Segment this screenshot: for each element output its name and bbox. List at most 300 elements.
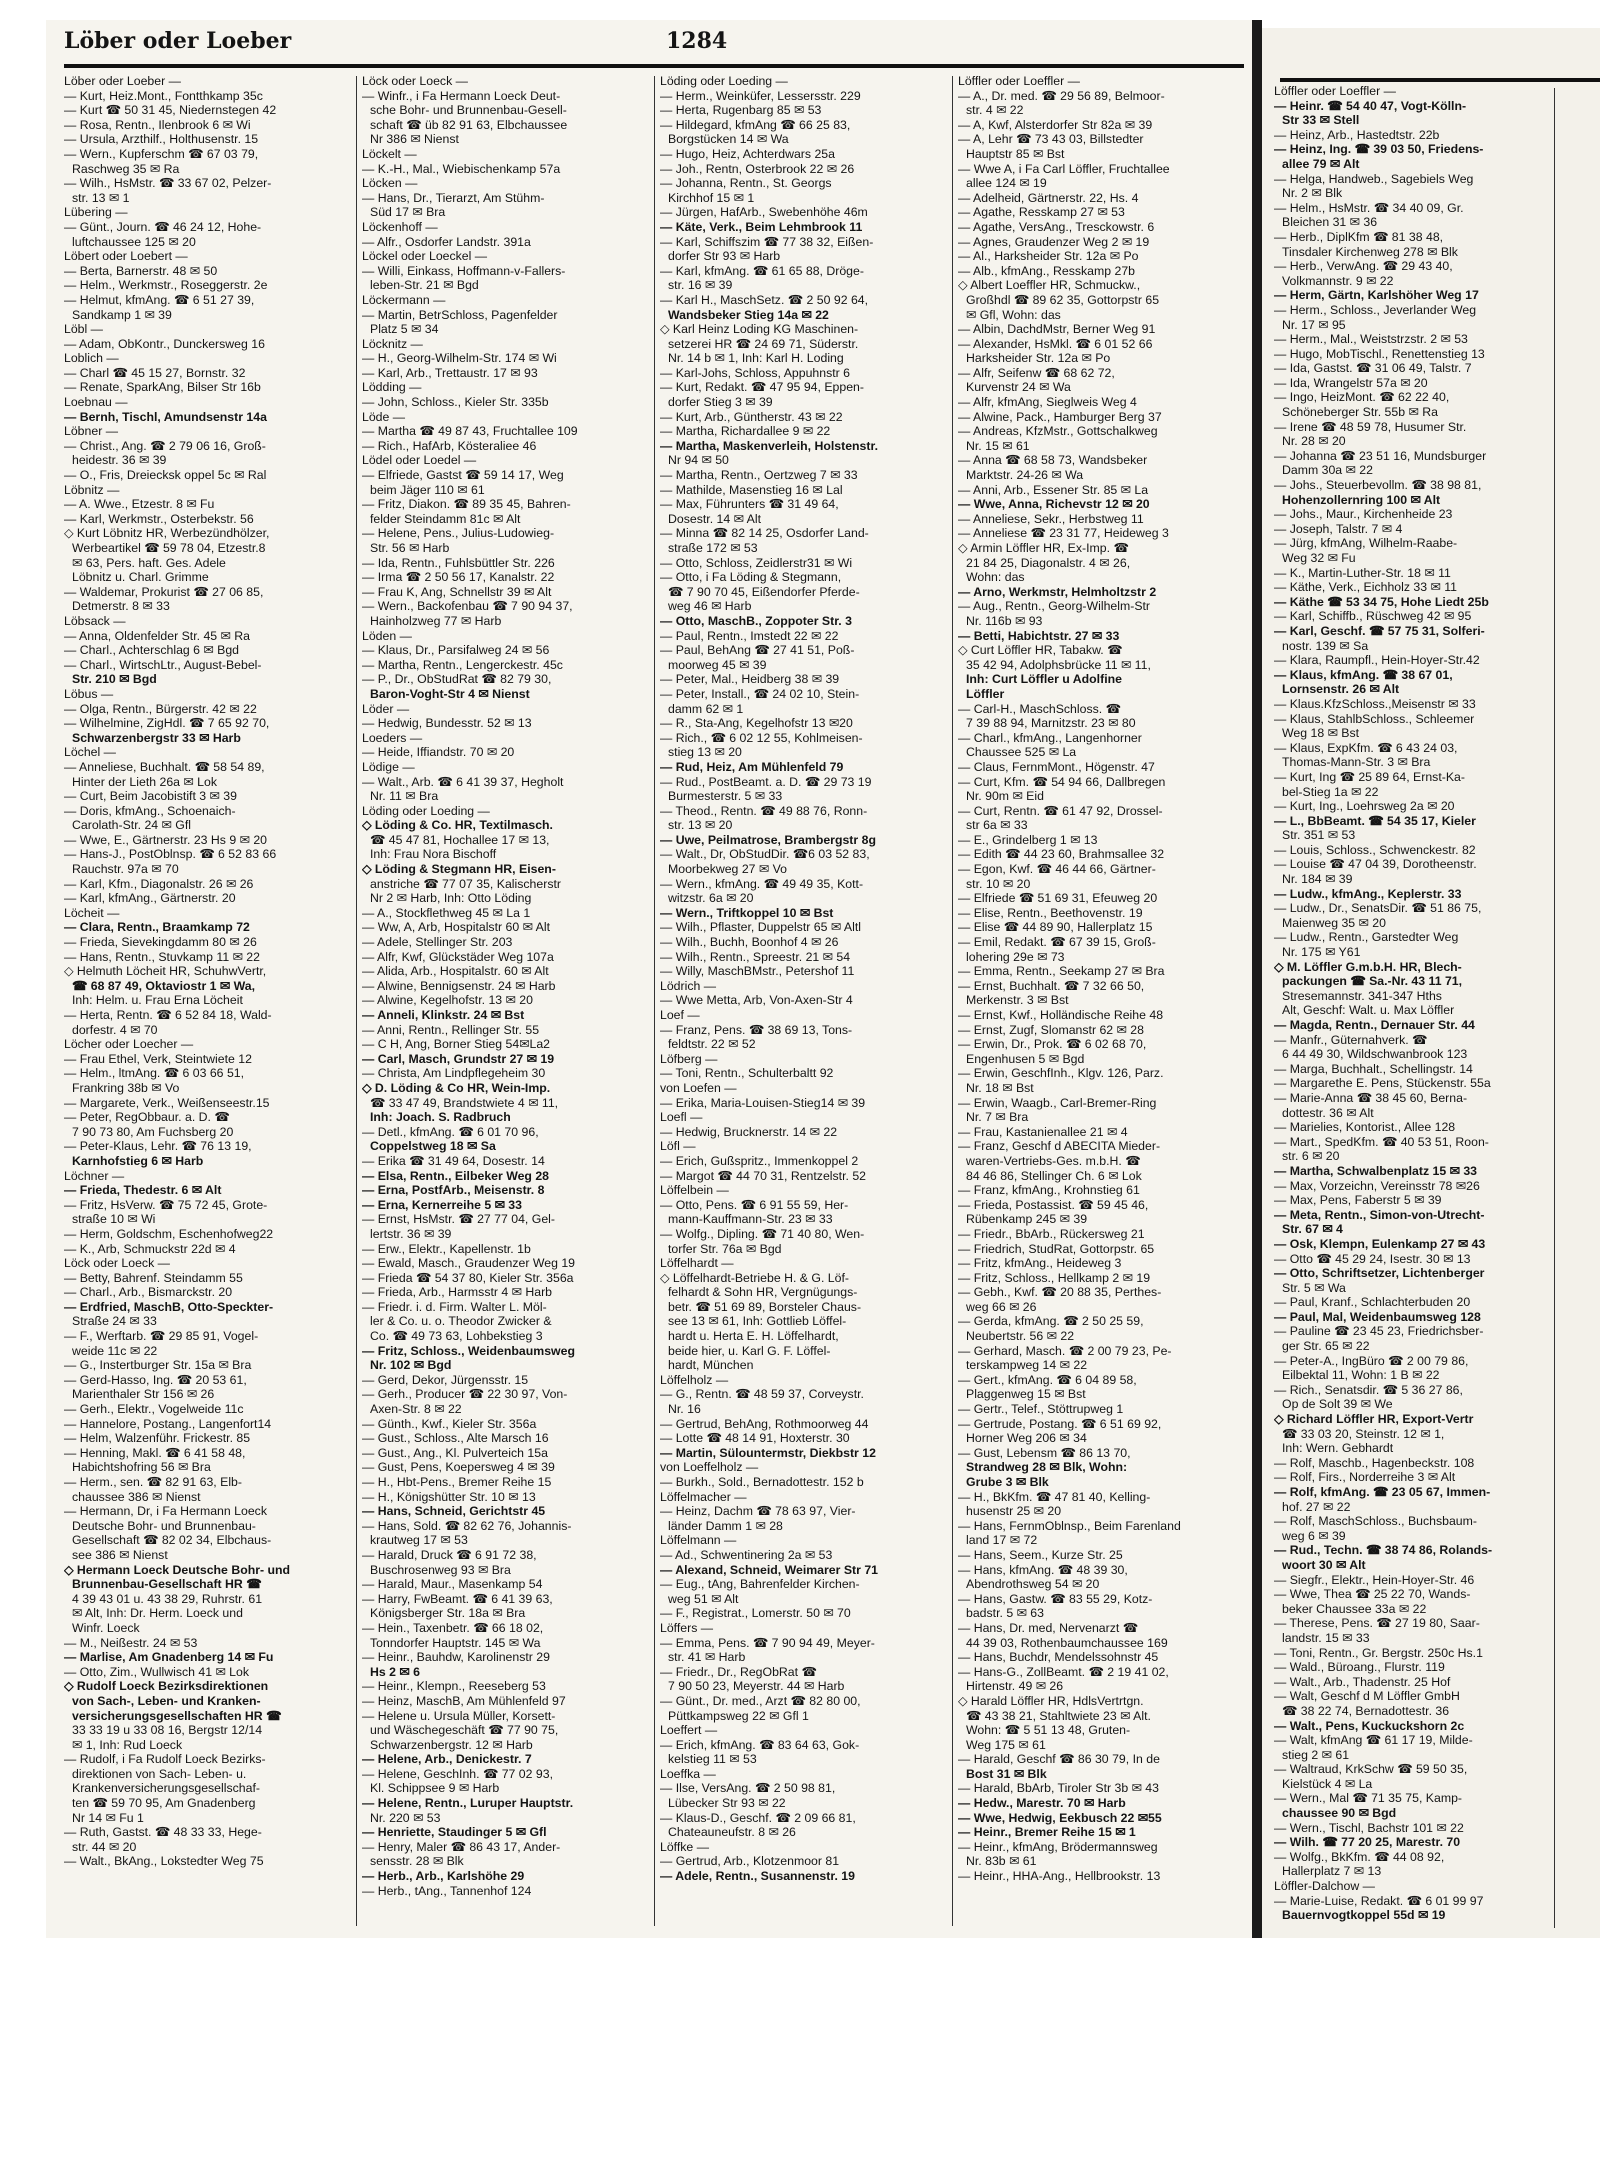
- entry-continuation-line: dorfestr. 4 ✉ 70: [72, 1022, 158, 1037]
- entry-continuation-line: ☎ 33 03 20, Steinstr. 12 ✉ 1,: [1282, 1426, 1445, 1441]
- directory-entry-line: ◇ M. Löffler G.m.b.H. HR, Blech-: [1274, 959, 1462, 974]
- directory-entry-line: — Hans, Dr. med, Nervenarzt ☎: [958, 1620, 1139, 1635]
- directory-entry-line: — Charl ☎ 45 15 27, Bornstr. 32: [64, 365, 246, 380]
- directory-entry-line: — Käthe ☎ 53 34 75, Hohe Liedt 25b: [1274, 594, 1489, 609]
- entry-continuation-line: Nr. 102 ✉ Bgd: [370, 1358, 452, 1373]
- entry-continuation-line: Dosestr. 14 ✉ Alt: [668, 511, 762, 526]
- directory-entry-line: — Hans, Schneid, Gerichtstr 45: [362, 1504, 546, 1519]
- entry-continuation-line: Winfr. Loeck: [72, 1620, 140, 1635]
- directory-entry-line: — Walt., Dr, ObStudDir. ☎6 03 52 83,: [660, 847, 870, 862]
- entry-continuation-line: länder Damm 1 ✉ 28: [668, 1518, 783, 1533]
- directory-entry-line: — Alfr, kfmAng, Sieglweis Weg 4: [958, 395, 1137, 410]
- next-page-partial: [1262, 28, 1600, 1938]
- directory-entry-line: — Edith ☎ 44 23 60, Brahmsallee 32: [958, 847, 1165, 862]
- directory-entry-line: — Hans, Rentn., Stuvkamp 11 ✉ 22: [64, 949, 260, 964]
- directory-entry-line: — Karl, Arb., Trettaustr. 17 ✉ 93: [362, 365, 538, 380]
- directory-entry-line: — Heinz, Ing. ☎ 39 03 50, Friedens-: [1274, 142, 1484, 157]
- directory-entry-line: Löfberg —: [660, 1051, 718, 1066]
- directory-entry-line: — Paul, Mal, Weidenbaumsweg 128: [1274, 1309, 1481, 1324]
- entry-continuation-line: Abendrothsweg 54 ✉ 20: [966, 1577, 1100, 1592]
- directory-entry-line: — Curt, Kfm. ☎ 54 94 66, Dallbregen: [958, 774, 1166, 789]
- directory-entry-line: Lödel oder Loedel —: [362, 453, 477, 468]
- directory-entry-line: — K.-H., Mal., Wiebischenkamp 57a: [362, 161, 561, 176]
- directory-entry-line: — Heinr. ☎ 54 40 47, Vogt-Kölln-: [1274, 98, 1467, 113]
- entry-continuation-line: Volkmannstr. 9 ✉ 22: [1282, 273, 1394, 288]
- directory-entry-line: — A, Lehr ☎ 73 43 03, Billstedter: [958, 132, 1144, 147]
- directory-entry-line: Löffke —: [660, 1839, 709, 1854]
- entry-continuation-line: 35 42 94, Adolphsbrücke 11 ✉ 11,: [966, 657, 1151, 672]
- directory-entry-line: — Alida, Arb., Hospitalstr. 60 ✉ Alt: [362, 964, 549, 979]
- directory-entry-line: — Fritz, Diakon. ☎ 89 35 45, Bahren-: [362, 497, 571, 512]
- directory-entry-line: Löbus —: [64, 686, 114, 701]
- directory-entry-line: — Berta, Barnerstr. 48 ✉ 50: [64, 263, 218, 278]
- next-page-rule: [1280, 78, 1600, 82]
- page-header: [46, 20, 1252, 66]
- directory-entry-line: ◇ Hermann Loeck Deutsche Bohr- und: [64, 1562, 291, 1577]
- directory-entry-line: — Joh., Rentn, Osterbrook 22 ✉ 26: [660, 161, 855, 176]
- directory-entry-line: Löbsack —: [64, 613, 126, 628]
- entry-continuation-line: 6 44 49 30, Wildschwanbrook 123: [1282, 1047, 1468, 1062]
- directory-entry-line: — Helene, Rentn., Luruper Hauptstr.: [362, 1796, 574, 1811]
- directory-entry-line: — Klaus, Dr., Parsifalweg 24 ✉ 56: [362, 643, 550, 658]
- entry-continuation-line: ☎ 7 90 70 45, Eißendorfer Pferde-: [668, 584, 860, 599]
- entry-continuation-line: Op de Solt 39 ✉ We: [1282, 1397, 1393, 1412]
- directory-entry-line: — Harry, FwBeamt. ☎ 6 41 39 63,: [362, 1591, 553, 1606]
- directory-entry-line: — Carl-H., MaschSchloss. ☎: [958, 701, 1121, 716]
- directory-entry-line: — Franz, Pens. ☎ 38 69 13, Tons-: [660, 1022, 853, 1037]
- directory-entry-line: — Wwe, Thea ☎ 25 22 70, Wands-: [1274, 1587, 1471, 1602]
- entry-continuation-line: ger Str. 65 ✉ 22: [1282, 1339, 1370, 1354]
- directory-entry-line: — Frieda, Sievekingdamm 80 ✉ 26: [64, 935, 257, 950]
- entry-continuation-line: hardt u. Herta E. H. Löffelhardt,: [668, 1329, 839, 1344]
- entry-continuation-line: Nr. 116b ✉ 93: [966, 613, 1043, 628]
- entry-continuation-line: Deutsche Bohr- und Brunnenbau-: [72, 1518, 256, 1533]
- directory-entry-line: — Herta, Rugenbarg 85 ✉ 53: [660, 103, 822, 118]
- directory-entry-line: — Helene u. Ursula Müller, Korsett-: [362, 1708, 556, 1723]
- directory-entry-line: — Ursula, Arzthilf., Holthusenstr. 15: [64, 132, 259, 147]
- entry-continuation-line: weg 51 ✉ Alt: [668, 1591, 739, 1606]
- entry-continuation-line: Großhdl ☎ 89 62 35, Gottorpstr 65: [966, 292, 1160, 307]
- directory-entry-line: — Heinr., Klempn., Reeseberg 53: [362, 1679, 546, 1694]
- directory-entry-line: — Fritz, HsVerw. ☎ 75 72 45, Grote-: [64, 1197, 268, 1212]
- directory-entry-line: — Karl H., MaschSetz. ☎ 2 50 92 64,: [660, 292, 869, 307]
- directory-entry-line: Löffler-Dalchow —: [1274, 1879, 1375, 1894]
- directory-entry-line: Loeders —: [362, 730, 423, 745]
- entry-continuation-line: ten ☎ 59 70 95, Am Gnadenberg: [72, 1796, 256, 1811]
- entry-continuation-line: packungen ☎ Sa.-Nr. 43 11 71,: [1282, 974, 1463, 989]
- directory-entry-line: — Klara, Raumpfl., Hein-Hoyer-Str.42: [1274, 653, 1480, 668]
- directory-entry-line: — Gust., Ang., Kl. Pulverteich 15a: [362, 1445, 548, 1460]
- directory-entry-line: — F., Registrat., Lomerstr. 50 ✉ 70: [660, 1606, 851, 1621]
- directory-entry-line: — Klaus.KfzSchloss.,Meisenstr ✉ 33: [1274, 696, 1476, 711]
- directory-entry-line: Löck oder Loeck —: [64, 1256, 170, 1271]
- entry-continuation-line: Kurvenstr 24 ✉ Wa: [966, 380, 1071, 395]
- directory-entry-line: — Rich., HafArb, Kösteraliee 46: [362, 438, 537, 453]
- directory-entry-line: — Anni, Arb., Essener Str. 85 ✉ La: [958, 482, 1149, 497]
- entry-continuation-line: versicherungsgesellschaften HR ☎: [72, 1708, 282, 1723]
- directory-entry-line: — Margot ☎ 44 70 31, Rentzelstr. 52: [660, 1168, 867, 1183]
- entry-continuation-line: Sandkamp 1 ✉ 39: [72, 307, 172, 322]
- directory-entry-line: — Alfr., Osdorfer Landstr. 391a: [362, 234, 531, 249]
- directory-entry-line: — Helene, Arb., Denickestr. 7: [362, 1752, 532, 1767]
- directory-entry-line: — Winfr., i Fa Hermann Loeck Deut-: [362, 88, 561, 103]
- directory-entry-line: — Christa, Am Lindpflegeheim 30: [362, 1066, 546, 1081]
- entry-continuation-line: felder Steindamm 81c ✉ Alt: [370, 511, 521, 526]
- directory-entry-line: — Ida, Rentn., Fuhlsbüttler Str. 226: [362, 555, 555, 570]
- entry-continuation-line: chaussee 386 ✉ Nienst: [72, 1489, 201, 1504]
- directory-entry-line: — Günt., Journ. ☎ 46 24 12, Hohe-: [64, 219, 262, 234]
- entry-continuation-line: 7 90 73 80, Am Fuchsberg 20: [72, 1124, 234, 1139]
- entry-continuation-line: krautweg 17 ✉ 53: [370, 1533, 468, 1548]
- directory-entry-line: — Martha, Richardallee 9 ✉ 22: [660, 424, 831, 439]
- entry-continuation-line: str. 10 ✉ 20: [966, 876, 1031, 891]
- directory-entry-line: — K., Arb, Schmuckstr 22d ✉ 4: [64, 1241, 236, 1256]
- entry-continuation-line: allee 124 ✉ 19: [966, 176, 1047, 191]
- entry-continuation-line: Nr 14 ✉ Fu 1: [72, 1810, 144, 1825]
- directory-entry-line: Löffelbein —: [660, 1183, 729, 1198]
- entry-continuation-line: Damm 30a ✉ 22: [1282, 463, 1373, 478]
- directory-entry-line: — Helmut, kfmAng. ☎ 6 51 27 39,: [64, 292, 255, 307]
- entry-continuation-line: Nr 386 ✉ Nienst: [370, 132, 459, 147]
- directory-entry-line: — Herm, Gärtn, Karlshöher Weg 17: [1274, 288, 1479, 303]
- entry-continuation-line: Plaggenweg 15 ✉ Bst: [966, 1387, 1086, 1402]
- directory-entry-line: — Frieda, Thedestr. 6 ✉ Alt: [64, 1183, 222, 1198]
- directory-entry-line: — John, Schloss., Kieler Str. 335b: [362, 395, 549, 410]
- directory-entry-line: — Ludw., kfmAng., Keplerstr. 33: [1274, 886, 1462, 901]
- directory-entry-line: — Anna ☎ 68 58 73, Wandsbeker: [958, 453, 1148, 468]
- entry-continuation-line: Tonndorfer Hauptstr. 145 ✉ Wa: [370, 1635, 541, 1650]
- directory-entry-line: Löbnitz —: [64, 482, 120, 497]
- directory-entry-line: — Egon, Kwf. ☎ 46 44 66, Gärtner-: [958, 862, 1156, 877]
- directory-entry-line: — Hans, Buchdr, Mendelssohnstr 45: [958, 1650, 1159, 1665]
- entry-continuation-line: allee 79 ✉ Alt: [1282, 156, 1360, 171]
- entry-continuation-line: Brunnenbau-Gesellschaft HR ☎: [72, 1577, 262, 1592]
- directory-entry-line: — R., Sta-Ang, Kegelhofstr 13 ✉20: [660, 716, 853, 731]
- directory-entry-line: — Käthe, Verk., Eichholz 33 ✉ 11: [1274, 580, 1458, 595]
- directory-entry-line: — Wwe, Anna, Richevstr 12 ✉ 20: [958, 497, 1150, 512]
- entry-continuation-line: Wohn: ☎ 5 51 13 48, Gruten-: [966, 1723, 1131, 1738]
- directory-entry-line: — Wern., Backofenbau ☎ 7 90 94 37,: [362, 599, 573, 614]
- entry-continuation-line: Löffler: [966, 686, 1005, 701]
- directory-entry-line: — Toni, Rentn., Schulterbaltt 92: [660, 1066, 834, 1081]
- directory-entry-line: — Christ., Ang. ☎ 2 79 06 16, Groß-: [64, 438, 266, 453]
- entry-continuation-line: Borgstücken 14 ✉ Wa: [668, 132, 789, 147]
- directory-entry-line: — Gerda, kfmAng. ☎ 2 50 25 59,: [958, 1314, 1144, 1329]
- directory-entry-line: — Max, Pens, Faberstr 5 ✉ 39: [1274, 1193, 1442, 1208]
- directory-entry-line: — Erika ☎ 31 49 64, Dosestr. 14: [362, 1153, 545, 1168]
- directory-entry-line: Löffler oder Loeffler —: [1274, 84, 1396, 98]
- directory-entry-line: — Peter-A., IngBüro ☎ 2 00 79 86,: [1274, 1353, 1469, 1368]
- directory-entry-line: — Peter, Install., ☎ 24 02 10, Stein-: [660, 686, 860, 701]
- directory-entry-line: — Waltraud, KrkSchw ☎ 59 50 35,: [1274, 1762, 1468, 1777]
- directory-entry-line: — Emil, Redakt. ☎ 67 39 15, Groß-: [958, 935, 1156, 950]
- entry-continuation-line: Nr. 184 ✉ 39: [1282, 872, 1353, 887]
- directory-entry-line: — Adam, ObKontr., Dunckersweg 16: [64, 336, 265, 351]
- directory-entry-line: — Heinr., HHA-Ang., Hellbrookstr. 13: [958, 1869, 1161, 1884]
- entry-continuation-line: Platz 5 ✉ 34: [370, 322, 439, 337]
- directory-entry-line: — Erwin, Dr., Prok. ☎ 6 02 68 70,: [958, 1037, 1147, 1052]
- directory-entry-line: — Helm., HsMstr. ☎ 34 40 09, Gr.: [1274, 200, 1464, 215]
- directory-entry-line: — Siegfr., Elektr., Hein-Hoyer-Str. 46: [1274, 1572, 1475, 1587]
- directory-entry-line: — Rolf, Maschb., Hagenbeckstr. 108: [1274, 1455, 1475, 1470]
- directory-entry-line: — Aug., Rentn., Georg-Wilhelm-Str: [958, 599, 1151, 614]
- entry-continuation-line: badstr. 5 ✉ 63: [966, 1606, 1044, 1621]
- directory-entry-line: — Peter, RegObbaur. a. D. ☎: [64, 1110, 230, 1125]
- directory-entry-line: — Pauline ☎ 23 45 23, Friedrichsber-: [1274, 1324, 1484, 1339]
- entry-continuation-line: Harksheider Str. 12a ✉ Po: [966, 351, 1111, 366]
- entry-continuation-line: Thomas-Mann-Str. 3 ✉ Bra: [1282, 755, 1431, 770]
- entry-continuation-line: Hohenzollernring 100 ✉ Alt: [1282, 492, 1441, 507]
- directory-entry-line: — Magda, Rentn., Dernauer Str. 44: [1274, 1018, 1475, 1032]
- entry-continuation-line: terskampweg 14 ✉ 22: [966, 1358, 1088, 1373]
- directory-entry-line: Löffler oder Loeffler —: [958, 74, 1080, 88]
- directory-entry-line: — P., Dr., ObStudRat ☎ 82 79 30,: [362, 672, 552, 687]
- entry-continuation-line: bel-Stieg 1a ✉ 22: [1282, 784, 1379, 799]
- directory-entry-line: — Curt, Beim Jacobistift 3 ✉ 39: [64, 789, 237, 804]
- entry-continuation-line: str. 13 ✉ 1: [72, 190, 130, 205]
- directory-entry-line: — Agathe, VersAng., Tresckowstr. 6: [958, 219, 1155, 234]
- entry-continuation-line: Inh: Wern. Gebhardt: [1282, 1441, 1394, 1456]
- entry-continuation-line: ✉ Alt, Inh: Dr. Herm. Loeck und: [72, 1606, 243, 1621]
- directory-entry-line: — Kurt, Arb., Güntherstr. 43 ✉ 22: [660, 409, 843, 424]
- entry-continuation-line: heidestr. 36 ✉ 39: [72, 453, 167, 468]
- entry-continuation-line: woort 30 ✉ Alt: [1282, 1557, 1366, 1572]
- directory-entry-line: — Wwe A, i Fa Carl Löffler, Fruchtallee: [958, 161, 1170, 176]
- directory-entry-line: — Erwin, Waagb., Carl-Bremer-Ring: [958, 1095, 1157, 1110]
- directory-entry-line: Löck oder Loeck —: [362, 74, 468, 88]
- entry-continuation-line: Nr. 83b ✉ 61: [966, 1854, 1037, 1869]
- entry-continuation-line: stieg 2 ✉ 61: [1282, 1747, 1350, 1762]
- entry-continuation-line: Hinter der Lieth 26a ✉ Lok: [72, 774, 217, 789]
- directory-entry-line: — A., Stockflethweg 45 ✉ La 1: [362, 905, 531, 920]
- directory-entry-line: Löffelhardt —: [660, 1256, 734, 1271]
- directory-entry-line: — Willy, MaschBMstr., Petershof 11: [660, 964, 855, 979]
- entry-continuation-line: Nr 94 ✉ 50: [668, 453, 729, 468]
- column-3: [660, 74, 946, 1934]
- entry-continuation-line: Wohn: das: [966, 570, 1025, 585]
- directory-entry-line: — Charl., kfmAng., Langenhorner: [958, 730, 1142, 745]
- directory-entry-line: — Anneliese ☎ 23 31 77, Heideweg 3: [958, 526, 1169, 541]
- directory-entry-line: — Peter-Klaus, Lehr. ☎ 76 13 19,: [64, 1139, 252, 1154]
- directory-entry-line: Loefl —: [660, 1110, 703, 1125]
- directory-entry-line: — Gerh., Producer ☎ 22 30 97, Von-: [362, 1387, 568, 1402]
- directory-entry-line: — Kurt, Heiz.Mont., Fontthkamp 35c: [64, 88, 263, 103]
- directory-entry-line: — Hildegard, kfmAng ☎ 66 25 83,: [660, 117, 851, 132]
- directory-entry-line: — Betty, Bahrenf. Steindamm 55: [64, 1270, 243, 1285]
- directory-entry-line: ◇ Albert Loeffler HR, Schmuckw.,: [958, 278, 1141, 293]
- directory-entry-line: — Karl, Geschf. ☎ 57 75 31, Solferi-: [1274, 623, 1485, 638]
- directory-entry-line: — Ernst, Kwf., Holländische Reihe 48: [958, 1008, 1164, 1022]
- directory-entry-line: — Ruth, Gastst. ☎ 48 33 33, Hege-: [64, 1825, 262, 1840]
- directory-entry-line: — Waldemar, Prokurist ☎ 27 06 85,: [64, 584, 264, 599]
- directory-entry-line: — Louise ☎ 47 04 39, Dorotheenstr.: [1274, 857, 1477, 872]
- directory-entry-line: Löde —: [362, 409, 406, 424]
- directory-entry-line: — Hans-J., PostOblnsp. ☎ 6 52 83 66: [64, 847, 277, 862]
- directory-entry-line: — H., Hbt-Pens., Bremer Reihe 15: [362, 1475, 552, 1489]
- entry-continuation-line: Tinsdaler Kirchenweg 278 ✉ Blk: [1282, 244, 1458, 259]
- directory-entry-line: — Adele, Stellinger Str. 203: [362, 935, 513, 950]
- directory-entry-line: — Erika, Maria-Louisen-Stieg14 ✉ 39: [660, 1095, 866, 1110]
- entry-continuation-line: landstr. 15 ✉ 33: [1282, 1630, 1370, 1645]
- directory-entry-line: — C H, Ang, Borner Stieg 54✉La2: [362, 1037, 551, 1052]
- directory-entry-line: ◇ Löding & Stegmann HR, Eisen-: [362, 862, 556, 877]
- directory-entry-line: — Paul, Rentn., Imstedt 22 ✉ 22: [660, 628, 839, 643]
- entry-continuation-line: weide 11c ✉ 22: [72, 1343, 158, 1358]
- entry-continuation-line: luftchaussee 125 ✉ 20: [72, 234, 196, 249]
- directory-entry-line: ◇ Kurt Löbnitz HR, Werbezündhölzer,: [64, 526, 270, 541]
- directory-entry-line: ◇ Richard Löffler HR, Export-Vertr: [1274, 1412, 1474, 1427]
- column-4: [958, 74, 1244, 1934]
- directory-entry-line: — Meta, Rentn., Simon-von-Utrecht-: [1274, 1207, 1485, 1222]
- directory-entry-line: ◇ Armin Löffler HR, Ex-Imp. ☎: [958, 541, 1129, 555]
- directory-entry-line: Löfl —: [660, 1139, 696, 1154]
- page-number: 1284: [666, 28, 728, 54]
- directory-entry-line: — Adele, Rentn., Susannenstr. 19: [660, 1869, 855, 1884]
- directory-entry-line: — Gerd, Dekor, Jürgensstr. 15: [362, 1372, 529, 1387]
- directory-entry-line: — G., Instertburger Str. 15a ✉ Bra: [64, 1358, 252, 1373]
- entry-continuation-line: ler & Co. u. o. Theodor Zwicker &: [370, 1314, 552, 1329]
- entry-continuation-line: Karnhofstieg 6 ✉ Harb: [72, 1153, 204, 1168]
- directory-entry-line: Löckelt —: [362, 146, 417, 161]
- directory-entry-line: — Herb., DiplKfm ☎ 81 38 48,: [1274, 229, 1444, 244]
- directory-entry-line: — Emma, Rentn., Seekamp 27 ✉ Bra: [958, 964, 1165, 979]
- directory-entry-line: — Friedr., BbArb., Rückersweg 21: [958, 1226, 1145, 1241]
- entry-continuation-line: Engenhusen 5 ✉ Bgd: [966, 1051, 1085, 1066]
- entry-continuation-line: Kl. Schippsee 9 ✉ Harb: [370, 1781, 500, 1796]
- entry-continuation-line: Bleichen 31 ✉ 36: [1282, 215, 1378, 230]
- entry-continuation-line: feldtstr. 22 ✉ 52: [668, 1037, 756, 1052]
- directory-entry-line: Löber oder Loeber —: [64, 74, 181, 88]
- directory-entry-line: Löding oder Loeding —: [660, 74, 788, 88]
- directory-entry-line: — Therese, Pens. ☎ 27 19 80, Saar-: [1274, 1616, 1480, 1631]
- directory-entry-line: — Walt., Arb., Thadenstr. 25 Hof: [1274, 1674, 1451, 1689]
- directory-entry-line: — Curt, Rentn. ☎ 61 47 92, Drossel-: [958, 803, 1163, 818]
- entry-continuation-line: Königsberger Str. 18a ✉ Bra: [370, 1606, 526, 1621]
- entry-continuation-line: Inh: Curt Löffler u Adolfine: [966, 672, 1122, 687]
- directory-entry-line: — Walt., BkAng., Lokstedter Weg 75: [64, 1854, 264, 1869]
- entry-continuation-line: Nr. 14 b ✉ 1, Inh: Karl H. Loding: [668, 351, 844, 366]
- entry-continuation-line: von Sach-, Leben- und Kranken-: [72, 1693, 261, 1708]
- directory-entry-line: Löffelmann —: [660, 1533, 737, 1548]
- entry-continuation-line: Str. 67 ✉ 4: [1282, 1222, 1343, 1237]
- directory-entry-line: — Arno, Werkmstr, Helmholtzstr 2: [958, 584, 1157, 599]
- directory-entry-line: — Klaus, kfmAng. ☎ 38 67 01,: [1274, 667, 1453, 682]
- directory-entry-line: — Toni, Rentn., Gr. Bergstr. 250c Hs.1: [1274, 1645, 1483, 1660]
- directory-entry-line: ◇ Harald Löffler HR, HdlsVertrtgn.: [958, 1693, 1144, 1708]
- entry-continuation-line: Nr. 28 ✉ 20: [1282, 434, 1346, 449]
- directory-entry-line: — Otto, Zim., Wullwisch 41 ✉ Lok: [64, 1664, 250, 1679]
- entry-continuation-line: 21 84 25, Diagonalstr. 4 ✉ 26,: [966, 555, 1131, 570]
- entry-continuation-line: 7 39 88 94, Marnitzstr. 23 ✉ 80: [966, 716, 1136, 731]
- directory-entry-line: — Rosa, Rentn., Ilenbrook 6 ✉ Wi: [64, 117, 251, 132]
- entry-continuation-line: Horner Weg 206 ✉ 34: [966, 1431, 1087, 1446]
- directory-entry-line: — Wwe, E., Gärtnerstr. 23 Hs 9 ✉ 20: [64, 832, 268, 847]
- entry-continuation-line: Hs 2 ✉ 6: [370, 1664, 420, 1679]
- directory-entry-line: — Alwine, Pack., Hamburger Berg 37: [958, 409, 1162, 424]
- directory-entry-line: ◇ Karl Heinz Loding KG Maschinen-: [660, 322, 859, 337]
- directory-entry-line: — Adelheid, Gärtnerstr. 22, Hs. 4: [958, 190, 1139, 205]
- directory-entry-line: — Minna ☎ 82 14 25, Osdorfer Land-: [660, 526, 869, 541]
- entry-continuation-line: Hainholzweg 77 ✉ Harb: [370, 613, 502, 628]
- directory-entry-line: Löcher oder Loecher —: [64, 1037, 194, 1052]
- directory-entry-line: — Elise, Rentn., Beethovenstr. 19: [958, 905, 1143, 920]
- directory-entry-line: — Hugo, MobTischl., Renettenstieg 13: [1274, 346, 1485, 361]
- directory-entry-line: — Emma, Pens. ☎ 7 90 94 49, Meyer-: [660, 1635, 875, 1650]
- directory-entry-line: Löckel oder Loeckel —: [362, 249, 488, 264]
- entry-continuation-line: stieg 13 ✉ 20: [668, 745, 742, 760]
- entry-continuation-line: Weg 175 ✉ 61: [966, 1737, 1046, 1752]
- entry-continuation-line: waren-Vertriebs-Ges. m.b.H. ☎: [966, 1153, 1141, 1168]
- directory-entry-line: — Heinr., kfmAng, Brödermannsweg: [958, 1839, 1158, 1854]
- entry-continuation-line: Lornsenstr. 26 ✉ Alt: [1282, 682, 1400, 697]
- directory-entry-line: Löchel —: [64, 745, 116, 760]
- directory-entry-line: — Hans, Gastw. ☎ 83 55 29, Kotz-: [958, 1591, 1153, 1606]
- directory-entry-line: — Erna, PostfArb., Meisenstr. 8: [362, 1183, 545, 1198]
- entry-continuation-line: schaft ☎ üb 82 91 63, Elbchaussee: [370, 117, 568, 132]
- entry-continuation-line: Carolath-Str. 24 ✉ Gfl: [72, 818, 191, 833]
- directory-entry-line: — Heinr., Bremer Reihe 15 ✉ 1: [958, 1825, 1136, 1840]
- entry-continuation-line: Alt, Geschf: Walt. u. Max Löffler: [1282, 1003, 1455, 1018]
- directory-entry-line: — Louis, Schloss., Schwenckestr. 82: [1274, 842, 1476, 857]
- directory-entry-line: — Manfr., Güternahverk. ☎: [1274, 1032, 1428, 1047]
- directory-entry-line: — Wern., kfmAng. ☎ 49 49 35, Kott-: [660, 876, 864, 891]
- directory-entry-line: Lödding —: [362, 380, 422, 395]
- directory-entry-line: — Clara, Rentn., Braamkamp 72: [64, 920, 250, 935]
- entry-continuation-line: Chaussee 525 ✉ La: [966, 745, 1077, 760]
- directory-entry-line: — Wilh., Pflaster, Duppelstr 65 ✉ Altl: [660, 920, 861, 935]
- entry-continuation-line: Püttkampsweg 22 ✉ Gfl 1: [668, 1708, 809, 1723]
- entry-continuation-line: Marktstr. 24-26 ✉ Wa: [966, 468, 1084, 483]
- directory-entry-line: — Alexander, HsMkl. ☎ 6 01 52 66: [958, 336, 1153, 351]
- directory-entry-line: Loebnau —: [64, 395, 128, 410]
- directory-entry-line: — K., Martin-Luther-Str. 18 ✉ 11: [1274, 565, 1451, 580]
- directory-entry-line: ◇ D. Löding & Co HR, Wein-Imp.: [362, 1080, 551, 1095]
- directory-entry-line: — Walt., Pens, Kuckuckshorn 2c: [1274, 1718, 1465, 1733]
- directory-entry-line: — Rich., Senatsdir. ☎ 5 36 27 86,: [1274, 1382, 1463, 1397]
- directory-entry-line: — Gerhard, Masch. ☎ 2 00 79 23, Pe-: [958, 1343, 1172, 1358]
- entry-continuation-line: Co. ☎ 49 73 63, Lohbekstieg 3: [370, 1329, 543, 1344]
- directory-entry-line: — Alwine, Bennigsenstr. 24 ✉ Harb: [362, 978, 556, 993]
- directory-entry-line: Löffelmacher —: [660, 1489, 747, 1504]
- entry-continuation-line: Chateauneufstr. 8 ✉ 26: [668, 1825, 796, 1840]
- directory-entry-line: — Gertrud, BehAng, Rothmoorweg 44: [660, 1416, 869, 1431]
- directory-entry-line: — Gebh., Kwf. ☎ 20 88 35, Perthes-: [958, 1285, 1162, 1300]
- directory-entry-line: — Margarethe E. Pens, Stückenstr. 55a: [1274, 1076, 1491, 1091]
- directory-entry-line: — Heinz, Arb., Hastedtstr. 22b: [1274, 127, 1440, 142]
- directory-entry-line: — Ernst, Zugf, Slomanstr 62 ✉ 28: [958, 1022, 1144, 1037]
- directory-entry-line: — Margarete, Verk., Weißenseestr.15: [64, 1095, 270, 1110]
- directory-entry-line: — Heinz, MaschB, Am Mühlenfeld 97: [362, 1693, 566, 1708]
- header-rule: [64, 64, 1244, 68]
- directory-entry-line: — Herm, Goldschm, Eschenhofweg22: [64, 1226, 274, 1241]
- directory-entry-line: Löcknitz —: [362, 336, 423, 351]
- directory-entry-line: — Käte, Verk., Beim Lehmbrook 11: [660, 219, 863, 234]
- directory-entry-line: ◇ Curt Löffler HR, Tabakw. ☎: [958, 643, 1123, 658]
- column-1: [64, 74, 350, 1934]
- entry-continuation-line: Nr 2 ✉ Harb, Inh: Otto Löding: [370, 891, 532, 906]
- directory-entry-line: — Wilh. ☎ 77 20 25, Marestr. 70: [1274, 1835, 1461, 1850]
- directory-entry-line: — Kurt, Ing ☎ 25 89 64, Ernst-Ka-: [1274, 769, 1465, 784]
- directory-entry-line: — Alexand, Schneid, Weimarer Str 71: [660, 1562, 879, 1577]
- directory-entry-line: — Helga, Handweb., Sagebiels Weg: [1274, 171, 1474, 186]
- directory-entry-line: — Theod., Rentn. ☎ 49 88 76, Ronn-: [660, 803, 868, 818]
- entry-continuation-line: Bost 31 ✉ Blk: [966, 1766, 1047, 1781]
- directory-entry-line: — Martha, Rentn., Lengerckestr. 45c: [362, 657, 563, 672]
- directory-entry-line: — Alfr, Kwf, Glückstäder Weg 107a: [362, 949, 554, 964]
- directory-entry-line: — Martha, Rentn., Oertzweg 7 ✉ 33: [660, 468, 858, 483]
- directory-entry-line: — Otto, Pens. ☎ 6 91 55 59, Her-: [660, 1197, 849, 1212]
- entry-continuation-line: Detmerstr. 8 ✉ 33: [72, 599, 170, 614]
